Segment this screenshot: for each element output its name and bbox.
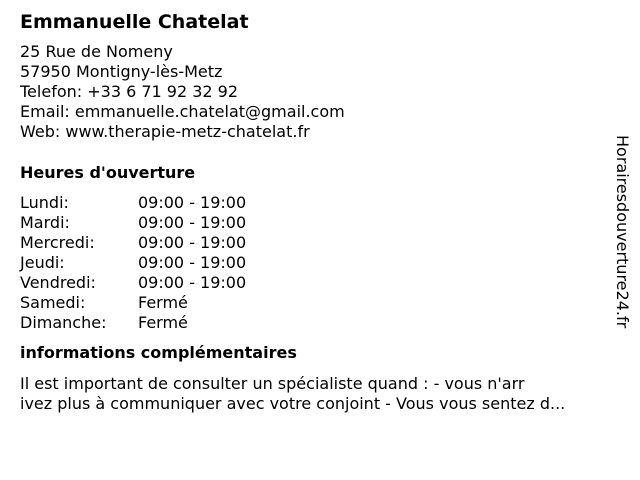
hours-row (20, 313, 610, 333)
business-name: Emmanuelle Chatelat (20, 11, 249, 33)
info-line: Il est important de consulter un spécialiste quand : - vous n'arr (20, 374, 525, 393)
hours-day: Lundi: (20, 193, 69, 212)
hours-day: Vendredi: (20, 273, 96, 292)
info-line: ivez plus à communiquer avec votre conjoint - Vous vous sentez d... (20, 394, 566, 413)
hours-time: 09:00 - 19:00 (138, 193, 247, 212)
hours-row (20, 213, 610, 233)
website: Web: www.therapie-metz-chatelat.fr (20, 122, 310, 141)
hours-row (20, 293, 610, 313)
hours-day: Mardi: (20, 213, 70, 232)
phone-number: Telefon: +33 6 71 92 32 92 (20, 82, 239, 101)
hours-day: Dimanche: (20, 313, 107, 332)
email-address: Email: emmanuelle.chatelat@gmail.com (20, 102, 345, 121)
hours-row (20, 193, 610, 213)
hours-day: Samedi: (20, 293, 86, 312)
opening-hours-heading: Heures d'ouverture (20, 163, 196, 182)
contact-block (20, 42, 610, 142)
hours-day: Mercredi: (20, 233, 95, 252)
hours-time: 09:00 - 19:00 (138, 253, 247, 272)
hours-time: Fermé (138, 293, 188, 312)
hours-row (20, 273, 610, 293)
hours-time: Fermé (138, 313, 188, 332)
address-street: 25 Rue de Nomeny (20, 42, 173, 61)
hours-time: 09:00 - 19:00 (138, 233, 247, 252)
address-city: 57950 Montigny-lès-Metz (20, 62, 223, 81)
hours-row (20, 253, 610, 273)
additional-info-heading: informations complémentaires (20, 343, 297, 362)
site-watermark: Horairesdouverture24.fr (613, 135, 632, 329)
hours-row (20, 233, 610, 253)
opening-hours-table (20, 193, 610, 333)
business-card (20, 9, 610, 414)
hours-time: 09:00 - 19:00 (138, 213, 247, 232)
hours-day: Jeudi: (20, 253, 65, 272)
hours-time: 09:00 - 19:00 (138, 273, 247, 292)
additional-info-text (20, 374, 610, 414)
